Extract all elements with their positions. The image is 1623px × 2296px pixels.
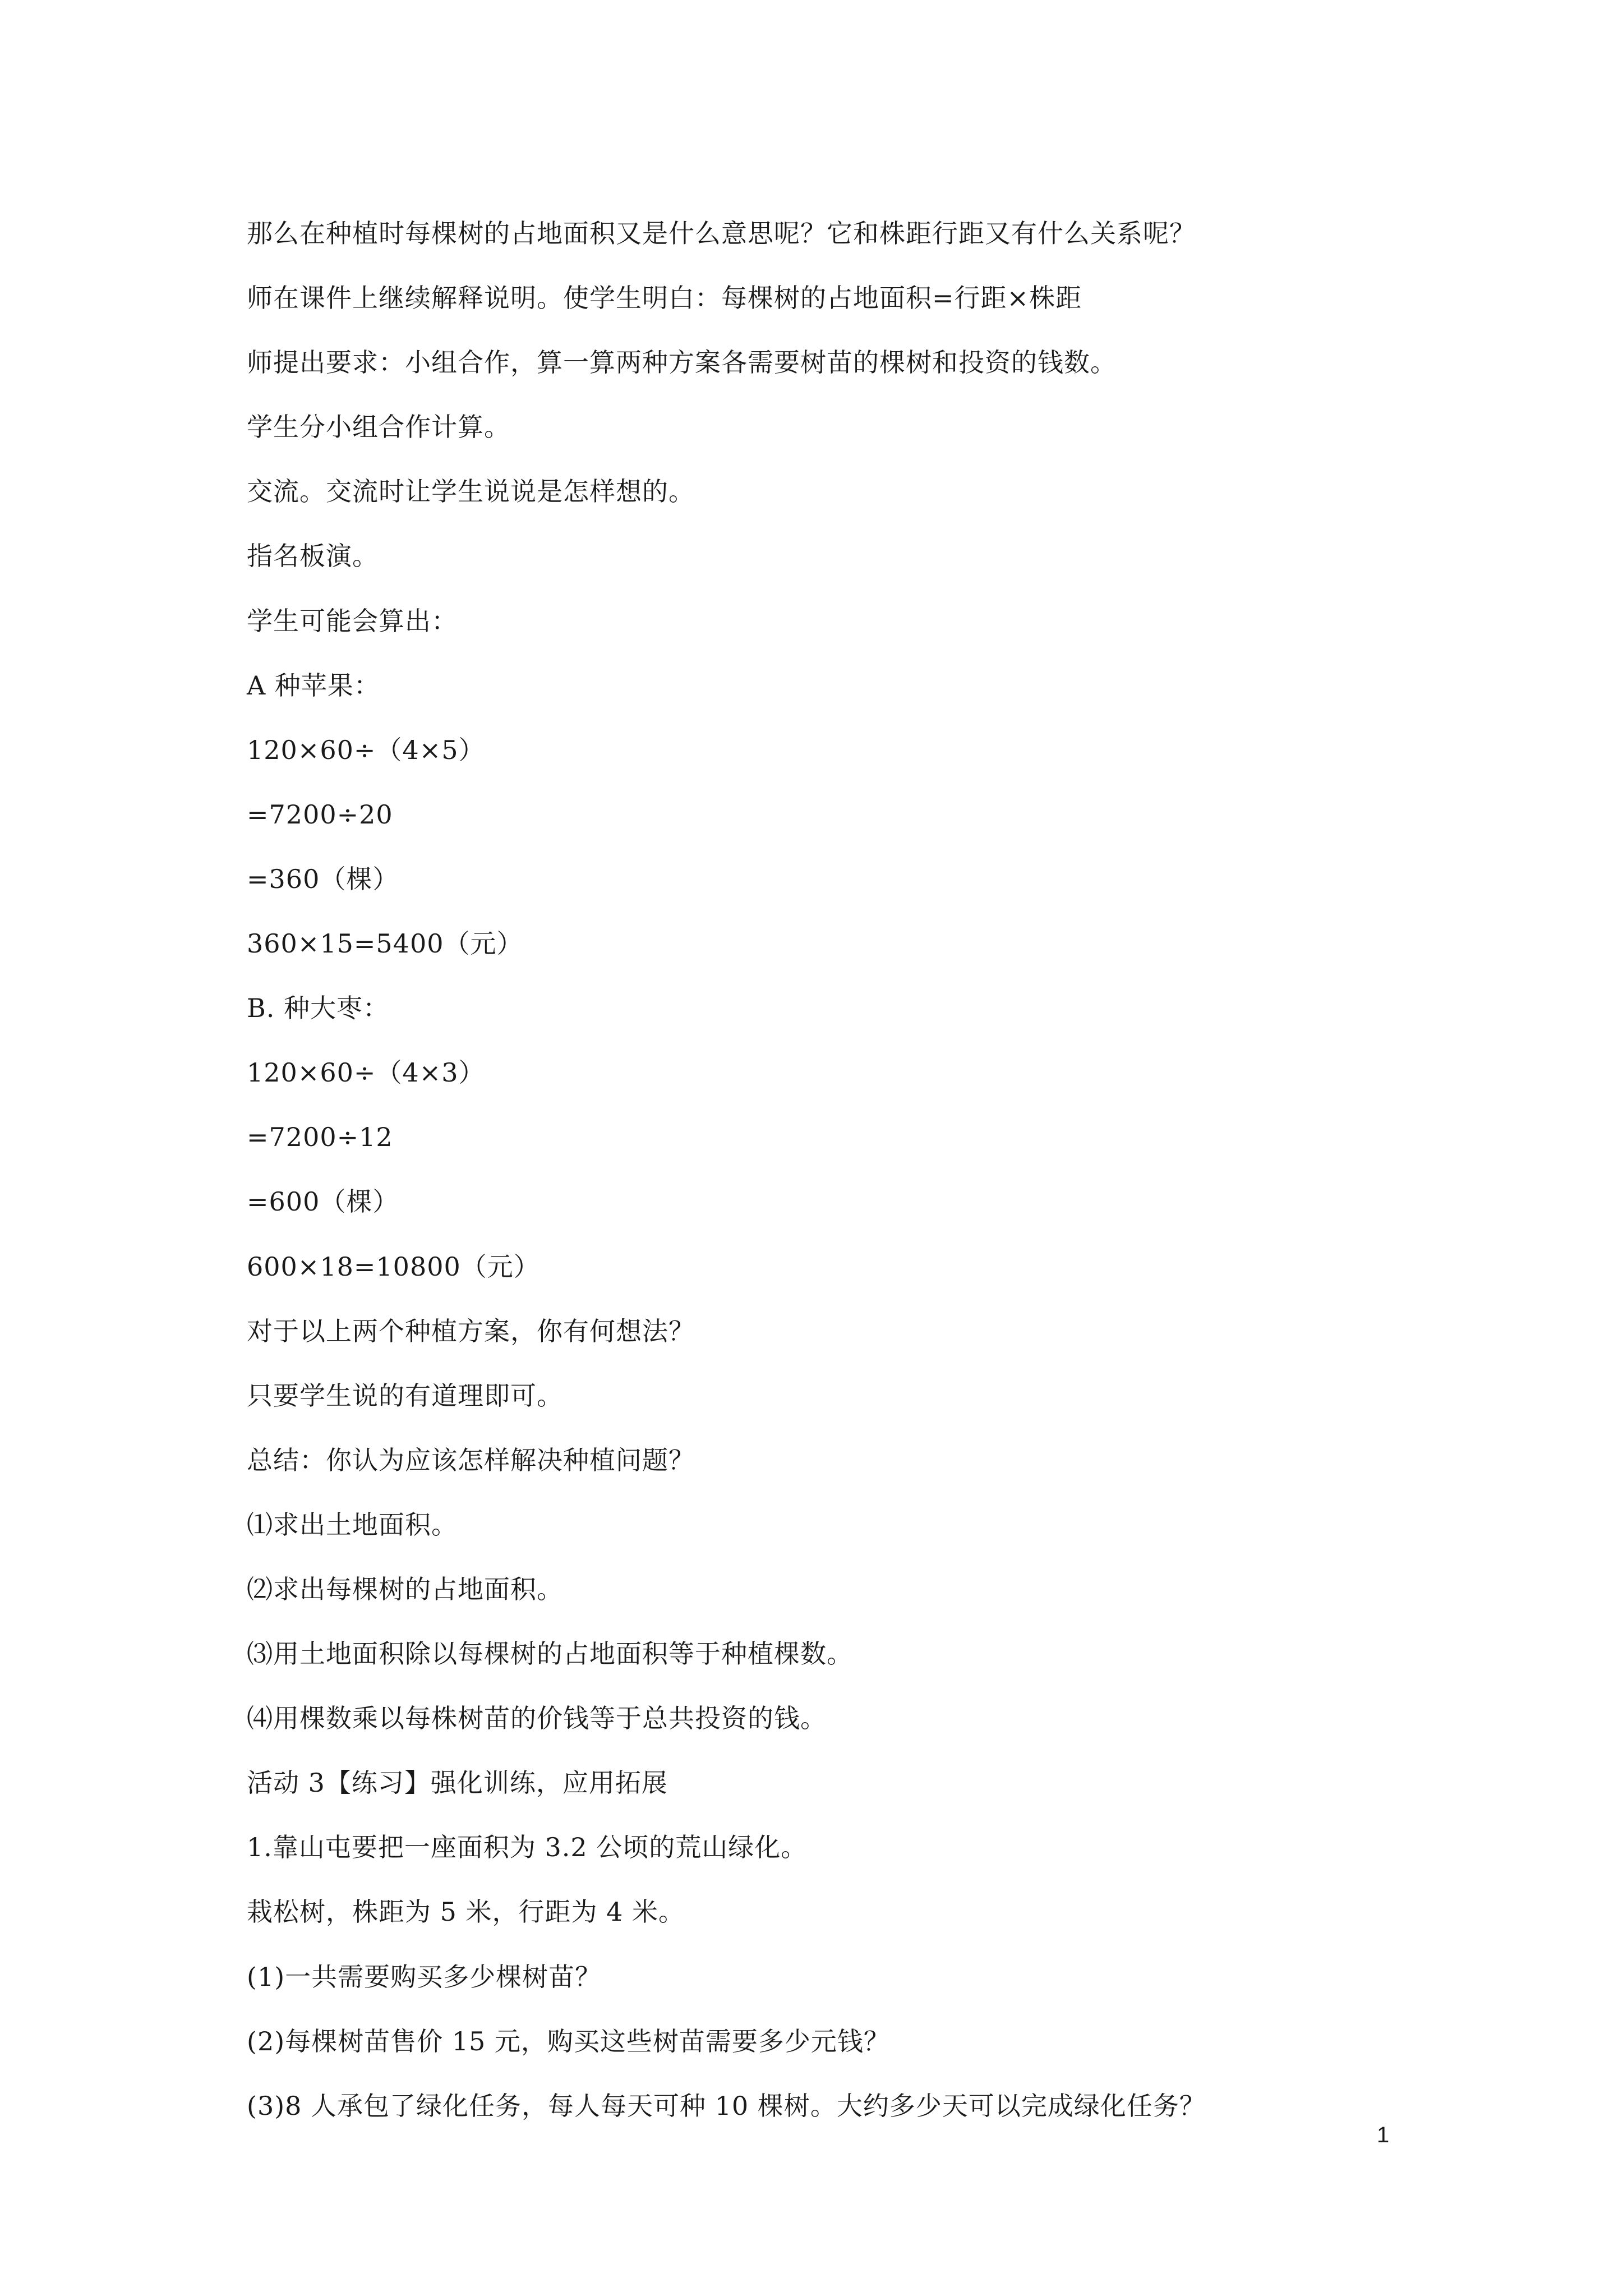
activity-heading: 活动 3【练习】强化训练，应用拓展	[247, 1768, 668, 1798]
exercise-question: (3)8 人承包了绿化任务，每人每天可种 10 棵树。大约多少天可以完成绿化任务？	[247, 2090, 1206, 2121]
formula-line: =7200÷20	[247, 799, 393, 830]
formula-line: =7200÷12	[247, 1122, 393, 1153]
page-number: 1	[1377, 2123, 1390, 2147]
formula-line: 120×60÷（4×5）	[247, 734, 485, 765]
text-line-4: 学生分小组合作计算。	[247, 412, 510, 443]
summary-step: ⑷用棵数乘以每株树苗的价钱等于总共投资的钱。	[247, 1703, 827, 1734]
text-line-5: 交流。交流时让学生说说是怎样想的。	[247, 476, 695, 507]
exercise-line: 栽松树，株距为 5 米，行距为 4 米。	[247, 1897, 685, 1927]
formula-line: 360×15=5400（元）	[247, 928, 523, 959]
exercise-question: (1)一共需要购买多少棵树苗？	[247, 1961, 602, 1992]
text-line-7: 学生可能会算出：	[247, 605, 458, 636]
text-line-1: 那么在种植时每棵树的占地面积又是什么意思呢？它和株距行距又有什么关系呢？	[247, 218, 1196, 249]
formula-line: =360（棵）	[247, 863, 399, 894]
section-heading-b: B. 种大枣：	[247, 993, 390, 1024]
summary-step: ⑴求出土地面积。	[247, 1509, 458, 1540]
formula-line: 120×60÷（4×3）	[247, 1057, 485, 1088]
section-heading-a: A 种苹果：	[247, 670, 380, 701]
page-body	[247, 208, 1391, 2145]
exercise-question: (2)每棵树苗售价 15 元，购买这些树苗需要多少元钱？	[247, 2026, 890, 2056]
text-line-18: 对于以上两个种植方案，你有何想法？	[247, 1315, 695, 1346]
text-line-6: 指名板演。	[247, 541, 379, 572]
exercise-line: 1.靠山屯要把一座面积为 3.2 公顷的荒山绿化。	[247, 1832, 808, 1863]
summary-heading: 总结：你认为应该怎样解决种植问题？	[247, 1444, 695, 1475]
text-line-2: 师在课件上继续解释说明。使学生明白：每棵树的占地面积=行距×株距	[247, 283, 1082, 314]
text-line-3: 师提出要求：小组合作，算一算两种方案各需要树苗的棵树和投资的钱数。	[247, 347, 1117, 378]
text-line-19: 只要学生说的有道理即可。	[247, 1380, 563, 1411]
summary-step: ⑶用土地面积除以每棵树的占地面积等于种植棵数。	[247, 1639, 853, 1669]
formula-line: =600（棵）	[247, 1186, 399, 1217]
summary-step: ⑵求出每棵树的占地面积。	[247, 1573, 563, 1604]
formula-line: 600×18=10800（元）	[247, 1251, 540, 1282]
